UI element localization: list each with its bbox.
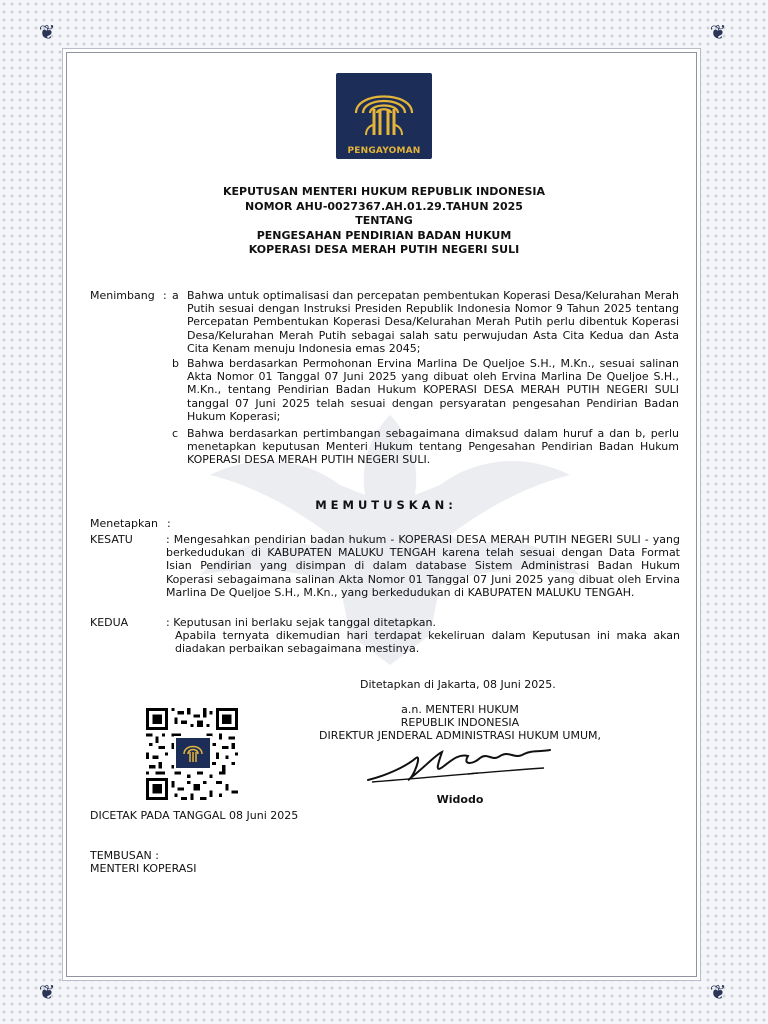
pengayoman-logo xyxy=(336,73,432,159)
menimbang-letter-b: b xyxy=(172,357,179,370)
decree-tentang: TENTANG xyxy=(355,214,413,227)
menimbang-item-b: Bahwa berdasarkan Permohonan Ervina Marlina De Queljoe S.H., M.Kn., sesuai salinan Akta Nomor 01 Tanggal 07 Juni 2025 yang dibuat oleh Ervina Marlina De Queljoe S.H., M.Kn., tentang Pendirian Badan Hukum KOPERASI DESA MERAH PUTIH NEGERI SULI tanggal 07 Juni 2025 telah sesuai dengan persyaratan pengesahan Pendirian Badan Hukum Koperasi; xyxy=(187,357,679,423)
corner-ornament-icon: ❦ xyxy=(38,20,56,44)
decree-entity: KOPERASI DESA MERAH PUTIH NEGERI SULI xyxy=(248,243,520,256)
signer-line3: DIREKTUR JENDERAL ADMINISTRASI HUKUM UMUM, xyxy=(319,729,601,742)
menimbang-letter-c: c xyxy=(172,427,179,440)
menetapkan-colon: : xyxy=(167,517,171,530)
menimbang-label: Menimbang xyxy=(90,289,155,302)
menimbang-item-a: Bahwa untuk optimalisasi dan percepatan pembentukan Koperasi Desa/Kelurahan Merah Putih sesuai dengan Instruksi Presiden Republik Indonesia Nomor 9 Tahun 2025 tentang Percepatan Pembentukan Koperasi Desa/Kelurahan Merah Putih perlu dibentuk Koperasi Desa/Kelurahan Merah Putih sebagai salah satu perwujudan Asta Cita Kedua dan Asta Cita Kenam menuju Indonesia emas 2045; xyxy=(187,289,679,355)
kedua-line1: : Keputusan ini berlaku sejak tanggal ditetapkan. xyxy=(166,616,436,629)
menetapkan-label: Menetapkan xyxy=(90,517,158,530)
kesatu-text: : Mengesahkan pendirian badan hukum - KOPERASI DESA MERAH PUTIH NEGERI SULI - yang berkedudukan di KABUPATEN MALUKU TENGAH karena telah sesuai dengan Data Format Isian Pendirian yang disimpan di dalam database Sistem Administrasi Badan Hukum Koperasi sebagaimana salinan Akta Nomor 01 Tanggal 07 Juni 2025 yang dibuat oleh Ervina Marlina De Queljoe S.H., M.Kn., yang berkedudukan di KABUPATEN MALUKU TENGAH. xyxy=(166,533,680,599)
signer-name: Widodo xyxy=(436,793,484,806)
memutuskan-heading: M E M U T U S K A N : xyxy=(315,498,453,512)
menimbang-letter-a: a xyxy=(172,289,179,302)
menimbang-item-c: Bahwa berdasarkan pertimbangan sebagaimana dimaksud dalam huruf a dan b, perlu menetapkan keputusan Menteri Hukum tentang Pengesahan Pendirian Badan Hukum KOPERASI DESA MERAH PUTIH NEGERI SULI. xyxy=(187,427,679,467)
corner-ornament-icon: ❦ xyxy=(709,980,727,1004)
corner-ornament-icon: ❦ xyxy=(709,20,727,44)
signer-line2: REPUBLIK INDONESIA xyxy=(400,716,520,729)
printed-date: DICETAK PADA TANGGAL 08 Juni 2025 xyxy=(90,809,299,822)
menimbang-colon: : xyxy=(163,289,167,302)
handwritten-signature xyxy=(364,738,554,788)
qr-logo-icon xyxy=(174,736,212,770)
pengayoman-tree-icon xyxy=(336,73,432,143)
decree-title: KEPUTUSAN MENTERI HUKUM REPUBLIK INDONESIA xyxy=(222,185,546,198)
place-date: Ditetapkan di Jakarta, 08 Juni 2025. xyxy=(360,678,556,691)
signer-line1: a.n. MENTERI HUKUM xyxy=(401,703,519,716)
kedua-line2: Apabila ternyata dikemudian hari terdapat kekeliruan dalam Keputusan ini maka akan diadakan perbaikan sebagaimana mestinya. xyxy=(175,629,680,656)
decree-number: NOMOR AHU-0027367.AH.01.29.TAHUN 2025 xyxy=(245,200,523,213)
kedua-label: KEDUA xyxy=(90,616,129,629)
decree-subject: PENGESAHAN PENDIRIAN BADAN HUKUM xyxy=(256,229,512,242)
kesatu-label: KESATU xyxy=(90,533,133,546)
tembusan-label: TEMBUSAN : xyxy=(90,849,159,862)
tembusan-recipient: MENTERI KOPERASI xyxy=(90,862,197,875)
logo-text: PENGAYOMAN xyxy=(347,146,421,156)
corner-ornament-icon: ❦ xyxy=(38,980,56,1004)
